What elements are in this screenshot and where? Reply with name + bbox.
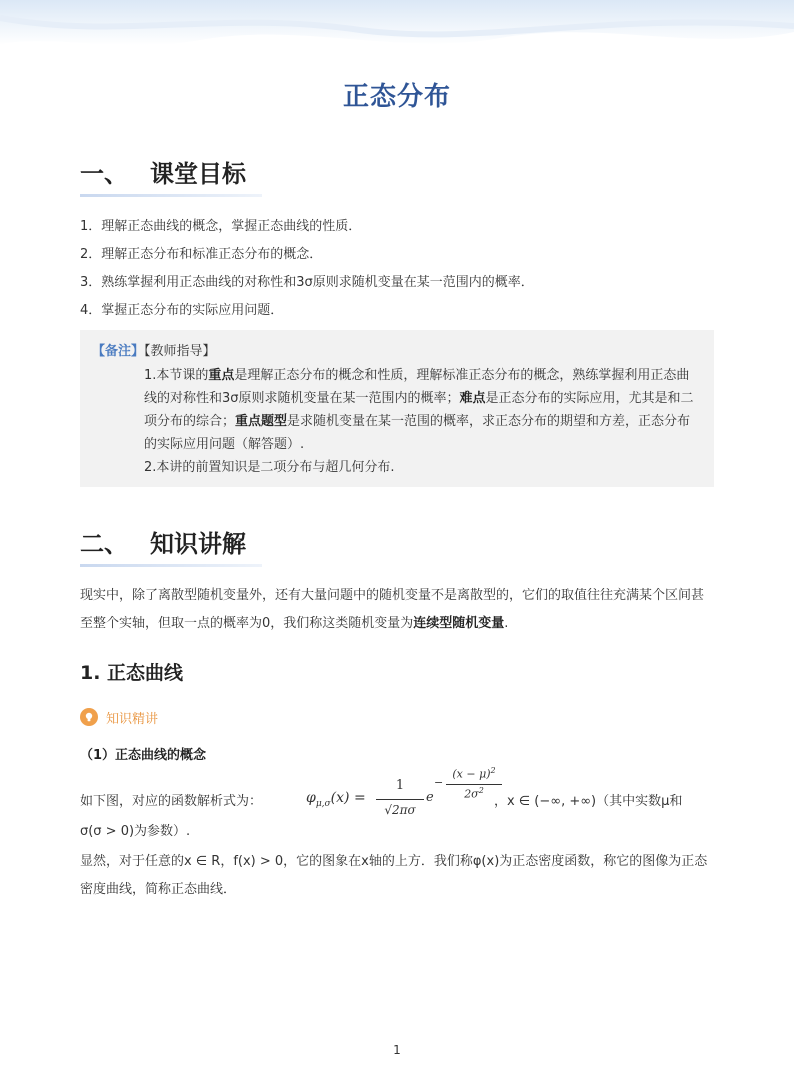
intro-paragraph: 现实中，除了离散型随机变量外，还有大量问题中的随机变量不是离散型的，它们的取值往往充满某个区间甚至整个实轴，但取一点的概率为0，我们称这类随机变量为连续型随机变量. [80, 588, 705, 631]
formula-prefix: 如下图，对应的函数解析式为： [80, 794, 263, 809]
list-item: 2．理解正态分布和标准正态分布的概念． [80, 247, 323, 262]
lightbulb-icon [80, 708, 98, 726]
subsection-heading: 1. 正态曲线 [80, 662, 184, 684]
section-title: 课堂目标 [150, 160, 246, 188]
page-number: 1 [393, 1043, 401, 1057]
note-title: 【教师指导】 [144, 344, 216, 359]
section-underline [80, 194, 262, 197]
formula-denominator: √2πσ [384, 803, 416, 817]
note-tag: 【备注】 [92, 344, 145, 359]
concept-heading: （1）正态曲线的概念 [80, 748, 207, 763]
exponent-denominator: $2\sigma^2$ [464, 786, 484, 801]
tag-label: 知识精讲 [106, 711, 159, 727]
section-heading-objectives [80, 154, 246, 189]
note-paragraph-1: 1.本节课的重点是理解正态分布的概念和性质，理解标准正态分布的概念，熟练掌握利用正态曲线的对称性和3σ原则求随机变量在某一范围内的概率；难点是正态分布的实际应用，尤其是和二项分布的综合；重点题型是求随机变量在某一范围的概率，求正态分布的期望和方差，正态分布的实际应用问题（解答题）. [144, 368, 694, 452]
fraction-line [376, 799, 424, 800]
header-wave-decoration [0, 0, 794, 60]
section-number: 二、 [80, 530, 128, 558]
formula-e: e [426, 790, 434, 805]
formula-exp-minus: − [434, 776, 444, 789]
note-paragraph-2: 2.本讲的前置知识是二项分布与超几何分布. [144, 460, 395, 475]
formula-lhs: $\varphi_{\mu,\sigma}(x)$ = [306, 790, 366, 809]
list-item: 4．掌握正态分布的实际应用问题． [80, 303, 284, 318]
section-underline [80, 564, 262, 567]
section-title: 知识讲解 [150, 530, 246, 558]
formula-domain: ，x ∈ (−∞, +∞)（其中实数μ和 [494, 794, 683, 809]
note-header [92, 342, 216, 362]
objectives-list [80, 213, 720, 325]
teacher-note-box [80, 330, 714, 487]
page-title: 正态分布 [342, 82, 451, 112]
knowledge-tag [80, 706, 158, 728]
list-item: 3．熟练掌握利用正态曲线的对称性和3σ原则求随机变量在某一范围内的概率． [80, 275, 534, 290]
exponent-numerator: $(x - \mu)^2$ [452, 766, 496, 781]
formula-numerator: 1 [395, 778, 405, 793]
section-number: 一、 [80, 160, 128, 188]
list-item: 1．理解正态曲线的概念，掌握正态曲线的性质． [80, 219, 362, 234]
formula-params-line: σ(σ > 0)为参数）. [80, 824, 191, 839]
note-body [144, 364, 694, 479]
exponent-fraction-line [446, 784, 502, 785]
density-paragraph: 显然，对于任意的x ∈ R，f(x) > 0，它的图象在x轴的上方．我们称φ(x)为正态密度函数，称它的图像为正态密度曲线，简称正态曲线． [80, 854, 708, 897]
section-heading-knowledge [80, 524, 246, 559]
